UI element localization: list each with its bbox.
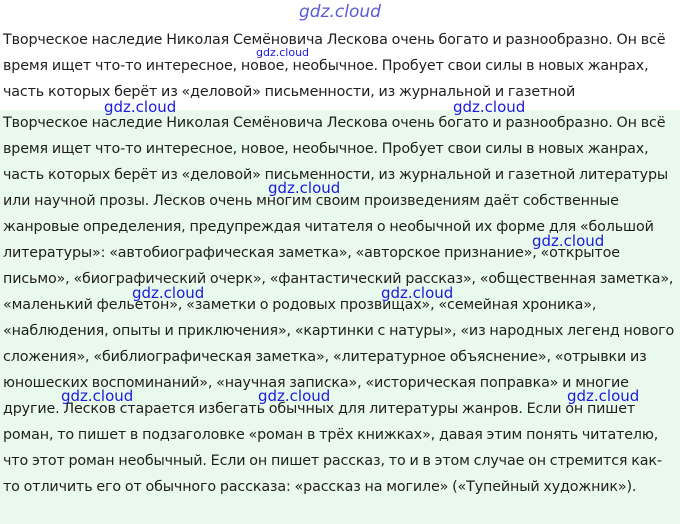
- watermark: gdz.cloud: [132, 284, 205, 302]
- watermark: gdz.cloud: [258, 387, 331, 405]
- watermark: gdz.cloud: [567, 387, 640, 405]
- watermark: gdz.cloud: [268, 179, 341, 197]
- main-text-paragraph: Творческое наследие Николая Семёновича Лескова очень богато и разнообразно. Он всё время ищет что-то интересное, новое, необычное. Пробует свои силы в новых жанрах, часть которых берёт из «деловой» письменности, из журнальной и газетной литературы или научной прозы. Лесков очень многим своим произведениям даёт собственные жанровые определения, предупреждая читателя о необычной их форме для «большой литературы»: «автобиографическая заметка», «авторское признание», «открытое письмо», «биографический очерк», «фантастический рассказ», «общественная заметка», «маленький фельетон», «заметки о родовых прозвищах», «семейная хроника», «наблюдения, опыты и приключения», «картинки с натуры», «из народных легенд нового сложения», «библиографическая заметка», «литературное объяснение», «отрывки из юношеских воспоминаний», «научная записка», «историческая поправка» и многие другие. Лесков старается избегать обычных для литературы жанров. Если он пишет роман, то пишет в подзаголовке «роман в трёх книжках», давая этим понять читателю, что этот роман необычный. Если он пишет рассказ, то и в этом случае он стремится как-то отличить его от обычного рассказа: «рассказ на могиле» («Тупейный художник»).: [0, 110, 680, 524]
- text-fragment-preview: Творческое наследие Николая Семёновича Лескова очень богато и разнообразно. Он всё время ищет что-то интересное, новое, необычное. Пробует свои силы в новых жанрах, часть которых берёт из «деловой» письменности, из журнальной и газетной: [0, 27, 680, 105]
- watermark: gdz.cloud: [256, 46, 310, 59]
- watermark: gdz.cloud: [381, 284, 454, 302]
- watermark: gdz.cloud: [61, 387, 134, 405]
- watermark: gdz.cloud: [104, 98, 177, 116]
- watermark: gdz.cloud: [532, 232, 605, 250]
- site-logo[interactable]: gdz.cloud: [299, 2, 381, 22]
- watermark: gdz.cloud: [453, 98, 526, 116]
